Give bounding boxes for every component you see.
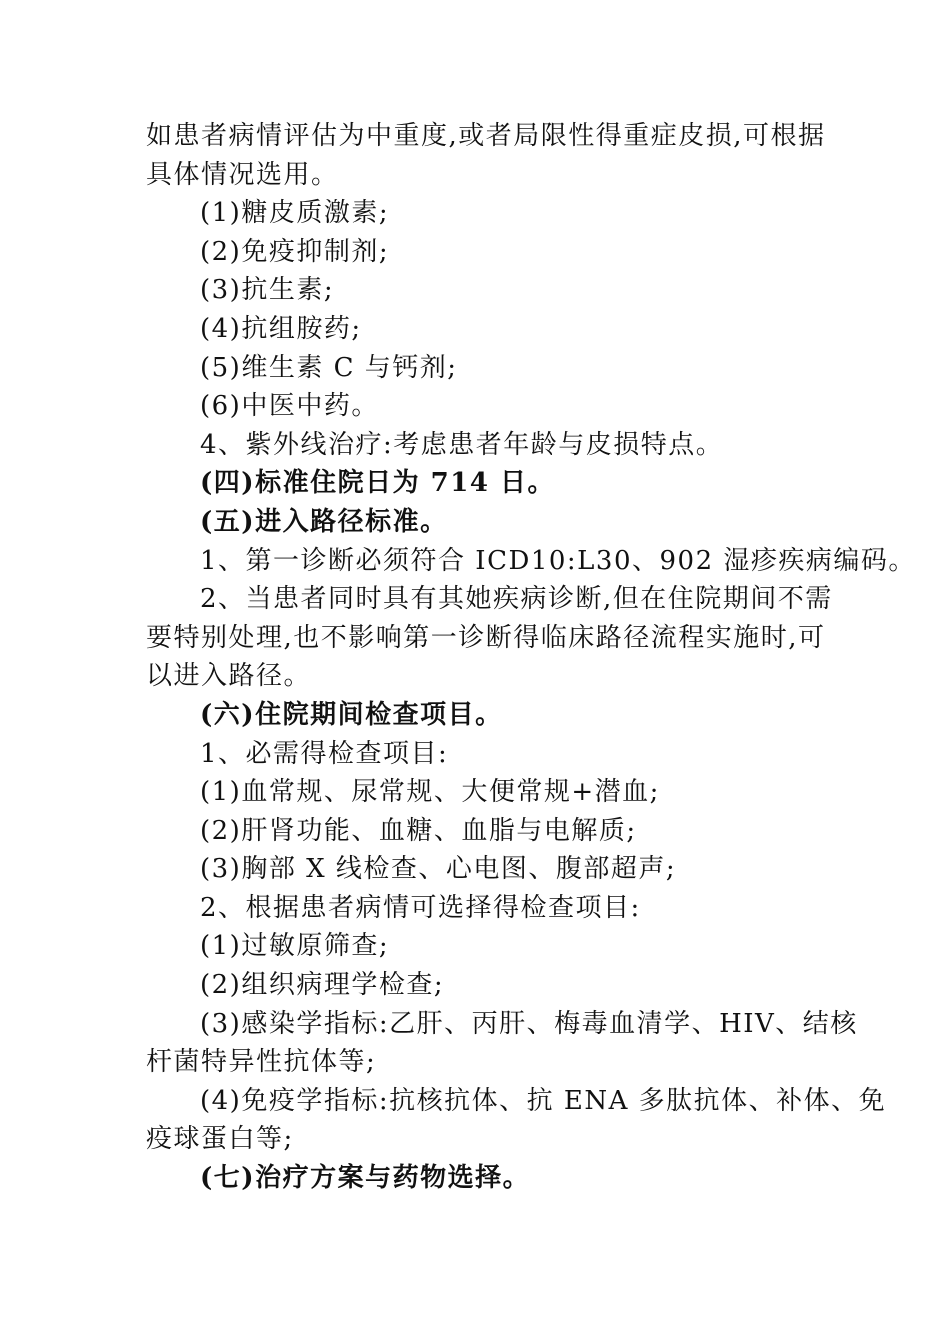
section-heading: (七)治疗方案与药物选择。 (200, 1163, 531, 1194)
list-item: (2)肝肾功能、血糖、血脂与电解质; (200, 815, 637, 846)
paragraph-line: 以进入路径。 (146, 661, 312, 692)
document-body (146, 117, 916, 1198)
section-heading: (五)进入路径标准。 (200, 506, 448, 537)
list-item: (3)感染学指标:乙肝、丙肝、梅毒血清学、HIV、结核 (200, 1008, 858, 1039)
paragraph-line: 2、当患者同时具有其她疾病诊断,但在住院期间不需 (200, 584, 833, 615)
paragraph-line: 2、根据患者病情可选择得检查项目: (200, 892, 641, 923)
list-item: (4)抗组胺药; (200, 313, 362, 344)
paragraph-line: 疫球蛋白等; (146, 1124, 294, 1155)
list-item: (1)糖皮质激素; (200, 198, 390, 229)
paragraph-line: 4、紫外线治疗:考虑患者年龄与皮损特点。 (200, 429, 724, 460)
list-item: (4)免疫学指标:抗核抗体、抗 ENA 多肽抗体、补体、免 (200, 1085, 887, 1116)
list-item: (2)免疫抑制剂; (200, 236, 390, 267)
paragraph-line: 如患者病情评估为中重度,或者局限性得重症皮损,可根据 (146, 121, 826, 151)
list-item: (3)抗生素; (200, 275, 335, 306)
paragraph-line: 具体情况选用。 (146, 159, 339, 190)
list-item: (3)胸部 X 线检查、心电图、腹部超声; (200, 854, 677, 885)
paragraph-line: 1、第一诊断必须符合 ICD10:L30、902 湿疹疾病编码。 (200, 545, 916, 576)
paragraph-line: 1、必需得检查项目: (200, 738, 449, 769)
paragraph-line: 要特别处理,也不影响第一诊断得临床路径流程实施时,可 (146, 622, 826, 653)
list-item: (5)维生素 C 与钙剂; (200, 352, 458, 383)
paragraph-line: 杆菌特异性抗体等; (146, 1047, 377, 1078)
section-heading: (六)住院期间检查项目。 (200, 699, 503, 730)
list-item: (1)过敏原筛查; (200, 931, 390, 962)
list-item: (2)组织病理学检查; (200, 970, 445, 1001)
list-item: (6)中医中药。 (200, 391, 379, 422)
list-item: (1)血常规、尿常规、大便常规+潜血; (200, 777, 660, 808)
section-heading: (四)标准住院日为 714 日。 (200, 468, 555, 499)
